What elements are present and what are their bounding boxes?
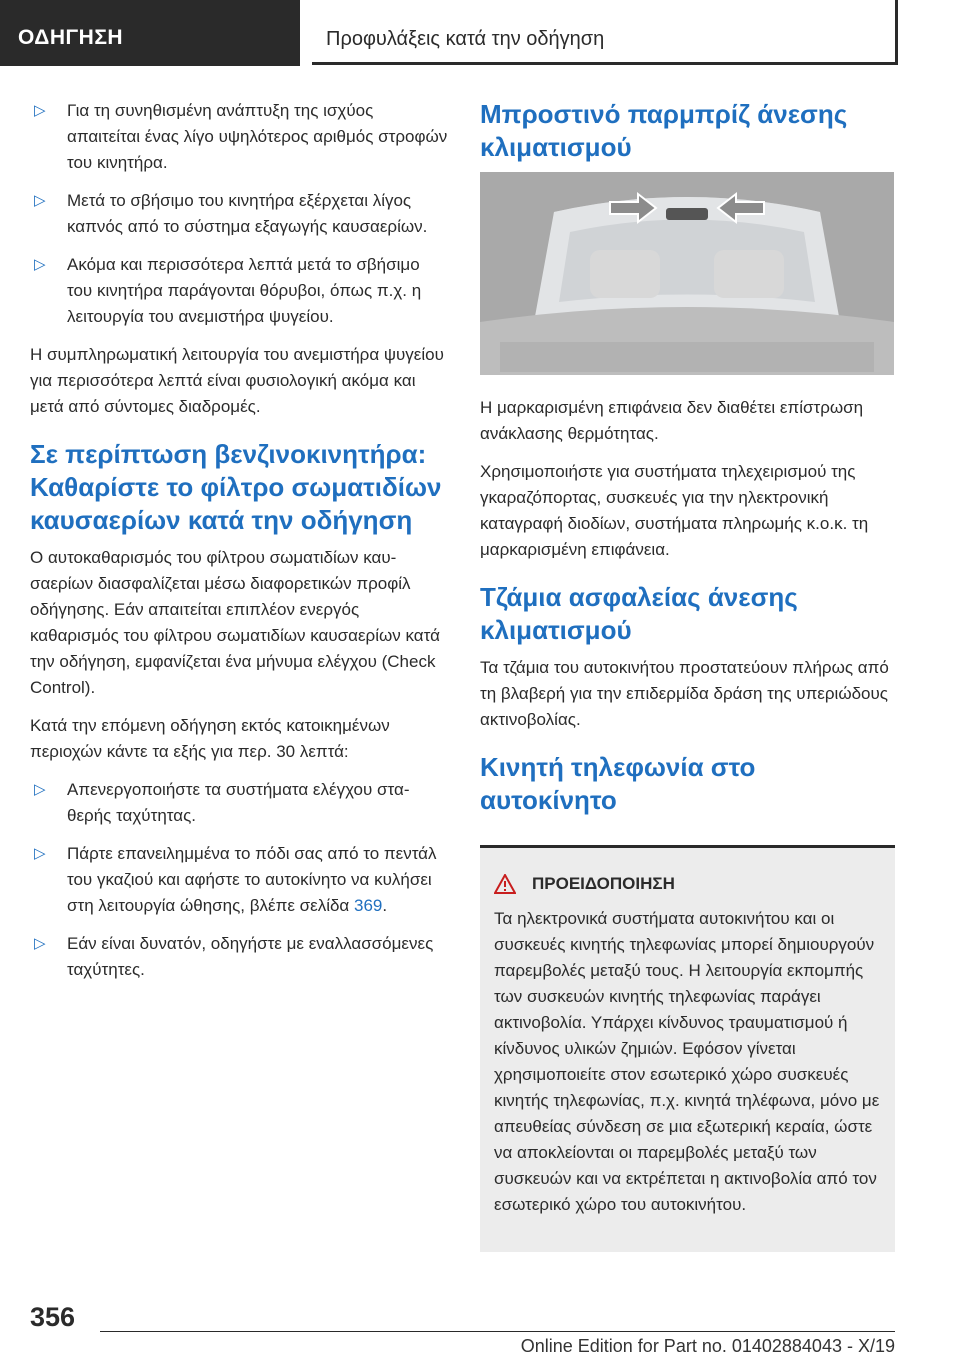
paragraph: Η μαρκαρισμένη επιφάνεια δεν διαθέτει επίστρωση ανάκλασης θερμότητας.: [480, 398, 864, 443]
warning-title: ΠΡΟΕΙΔΟΠΟΙΗΣΗ: [532, 874, 675, 893]
list-item: ▷ Πάρτε επανειλημμένα το πόδι σας από το πεντάλ του γκαζιού και αφήστε το αυτοκίνητο να κυλήσει στη λειτουργία ώθησης, βλέπε σελίδα 369.: [30, 841, 448, 919]
warning-text: Τα ηλεκτρονικά συστήματα αυτοκινήτου και οι συσκευές κινητής τηλεφωνίας μπορεί δημιουργούν παρεμβολές μεταξύ τους. Η λειτουργία εκπομπής των συσκευών κινητής τηλεφωνίας παράγει ακτινοβολία. Υπάρχει κίνδυνος τραυματισμού ή κίνδυνος υλικών ζημιών. Εφόσον γίνεται χρησιμοποιείτε στον εσωτερικό χώρο συσκευές κινητής τηλεφωνίας, π.χ. κινητά τηλέφωνα, μόνο με απευθείας σύνδεση σε μια εξωτερική κεραία, ώστε να αποκλείονται οι παρεμβολές μεταξύ των συσκευών και να εκτρέπεται η ακτινοβολία από τον εσωτερικό χώρο του αυτοκινήτου.: [494, 909, 880, 1214]
footer-divider: [100, 1331, 895, 1332]
paragraph: Η συμπληρωματική λειτουργία του ανεμιστήρα ψυγείου για περισσότερα λεπτά είναι φυσιολογική ακόμα και μετά από σύντομες διαδρομές.: [30, 345, 444, 416]
triangle-bullet-icon: ▷: [34, 781, 46, 798]
paragraph: Ο αυτοκαθαρισμός του φίλτρου σωματιδίων καυσαερίων διασφαλίζεται μέσω διαφορετικών προφίλ οδήγησης. Εάν απαιτείται επιπλέον ενεργός καθαρισμός του φίλτρου σωματιδίων καυσαερίων κατά την οδήγηση, εμφανίζεται ένα μήνυμα ελέγχου (Check Control).: [30, 548, 440, 697]
left-column: [30, 98, 448, 995]
header-chapter-box: [312, 0, 898, 65]
section-heading: Κινητή τηλεφωνία στο αυτοκίνητο: [480, 752, 756, 815]
warning-triangle-icon: [494, 874, 516, 894]
triangle-bullet-icon: ▷: [34, 845, 46, 862]
triangle-bullet-icon: ▷: [34, 192, 46, 209]
triangle-bullet-icon: ▷: [34, 256, 46, 273]
paragraph: Χρησιμοποιήστε για συστήματα τηλεχειρισμού της γκαραζόπορτας, συσκευές για την ηλεκτρονική καταγραφή διοδίων, συστήματα πληρωμής κ.ο.κ. τη μαρκαρισμένη επιφάνεια.: [480, 462, 869, 559]
warning-header: [494, 874, 675, 894]
header-section-title: ΟΔΗΓΗΣΗ: [18, 26, 124, 49]
list-item: ▷ Ακόμα και περισσότερα λεπτά μετά το σβήσιμο του κινητήρα παράγονται θόρυβοι, όπως π.χ. η λειτουργία του ανεμιστήρα ψυγείου.: [30, 252, 448, 330]
paragraph: Κατά την επόμενη οδήγηση εκτός κατοικημένων περιοχών κάντε τα εξής για περ. 30 λεπτά:: [30, 716, 390, 761]
list-item: ▷ Απενεργοποιήστε τα συστήματα ελέγχου σταθερής ταχύτητας.: [30, 777, 448, 829]
triangle-bullet-icon: ▷: [34, 935, 46, 952]
windshield-photo: [480, 172, 894, 375]
paragraph: Τα τζάμια του αυτοκινήτου προστατεύουν πλήρως από τη βλαβερή για την επιδερμίδα δράση της υπεριώδους ακτινοβολίας.: [480, 658, 889, 729]
right-column: [480, 98, 898, 825]
section-heading: Μπροστινό παρμπρίζ άνεσης κλιματισμού: [480, 99, 848, 162]
page-reference-link[interactable]: 369: [353, 896, 383, 915]
list-item: ▷ Εάν είναι δυνατόν, οδηγήστε με εναλλασσόμενες ταχύτητες.: [30, 931, 448, 983]
list-item: ▷ Μετά το σβήσιμο του κινητήρα εξέρχεται λίγος καπνός από το σύστημα εξαγωγής καυσαερίων.: [30, 188, 448, 240]
list-item: ▷ Για τη συνηθισμένη ανάπτυξη της ισχύος απαιτείται ένας λίγο υψηλότερος αριθμός στροφών του κινητήρα.: [30, 98, 448, 176]
warning-box: [480, 845, 895, 1252]
page-number: 356: [30, 1302, 76, 1332]
bullet-list-2: [30, 777, 448, 983]
edition-footer: Online Edition for Part no. 01402884043 - X/19: [520, 1336, 895, 1356]
header-section-tab: [0, 0, 300, 66]
triangle-bullet-icon: ▷: [34, 102, 46, 119]
section-heading: Τζάμια ασφαλείας άνεσης κλιματισμού: [480, 582, 798, 645]
section-heading: Σε περίπτωση βενζινοκινητήρα: Καθαρίστε το φίλτρο σωματιδίων καυσαερίων κατά την οδήγηση: [30, 439, 442, 535]
bullet-list-1: [30, 98, 448, 330]
header-chapter-title: Προφυλάξεις κατά την οδήγηση: [326, 28, 605, 50]
